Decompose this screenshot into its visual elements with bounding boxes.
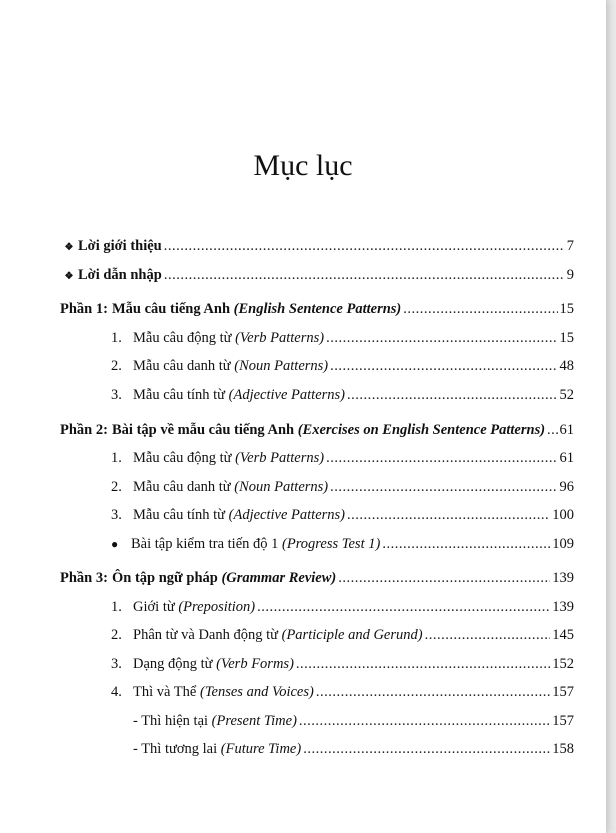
page-title: Mục lục <box>253 149 353 182</box>
dot-leader <box>347 506 550 524</box>
toc-page-number: 61 <box>559 450 574 466</box>
item-number: 2. <box>111 479 122 495</box>
toc-entry[interactable] <box>111 449 574 467</box>
toc-page-number: 15 <box>559 330 574 346</box>
dot-leader <box>299 712 550 730</box>
toc-page-number: 61 <box>559 422 574 438</box>
toc-page-number: 109 <box>552 536 574 552</box>
part-label: Phần 2: <box>60 422 108 438</box>
toc-entry-introduction[interactable] <box>60 237 574 255</box>
item-number: 1. <box>111 450 122 466</box>
toc-page-number: 157 <box>552 713 574 729</box>
item-number: 4. <box>111 684 122 700</box>
item-number: 1. <box>111 599 122 615</box>
part-label: Phần 3: <box>60 570 108 586</box>
toc-entry-title: Lời dẫn nhập <box>78 267 162 283</box>
toc-entry-title: Mẫu câu động từ (Verb Patterns) <box>133 330 325 346</box>
item-number: 2. <box>111 627 122 643</box>
toc-entry[interactable] <box>111 357 574 375</box>
dot-leader <box>330 357 557 375</box>
toc-entry-title: Mẫu câu tính từ (Adjective Patterns) <box>133 507 346 523</box>
toc-page-number: 157 <box>552 684 574 700</box>
item-number: 3. <box>111 656 122 672</box>
toc-entry-progress-test[interactable] <box>111 535 574 553</box>
toc-page-number: 158 <box>552 741 574 757</box>
toc-entry-title: Mẫu câu danh từ (Noun Patterns) <box>133 358 329 374</box>
toc-entry[interactable] <box>111 478 574 496</box>
dot-leader <box>164 266 565 284</box>
diamond-bullet-icon: ❖ <box>64 271 74 282</box>
toc-part-3[interactable] <box>60 569 574 587</box>
toc-entry-title: Bài tập kiểm tra tiến độ 1 (Progress Test 1) <box>131 536 381 552</box>
toc-entry-title: Dạng động từ (Verb Forms) <box>133 656 294 672</box>
toc-entry-title: Giới từ (Preposition) <box>133 599 256 615</box>
item-number: 3. <box>111 507 122 523</box>
dot-leader <box>330 478 557 496</box>
dot-leader <box>425 626 551 644</box>
toc-entry[interactable] <box>111 683 574 701</box>
toc-page-number: 15 <box>559 301 574 317</box>
toc-entry-title: - Thì hiện tại (Present Time) <box>133 713 297 729</box>
toc-entry-title: Mẫu câu tính từ (Adjective Patterns) <box>133 387 346 403</box>
toc-page-number: 139 <box>552 599 574 615</box>
diamond-bullet-icon: ❖ <box>64 242 74 253</box>
part-label: Phần 1: <box>60 301 108 317</box>
toc-part-1[interactable] <box>60 300 574 318</box>
toc-page-number: 9 <box>566 267 574 283</box>
toc-entry[interactable] <box>111 329 574 347</box>
dot-leader <box>296 655 550 673</box>
item-number: 1. <box>111 330 122 346</box>
toc-page-number: 145 <box>552 627 574 643</box>
dot-leader <box>338 569 550 587</box>
toc-entry-title: Thì và Thể (Tenses and Voices) <box>133 684 314 700</box>
dot-leader <box>326 329 557 347</box>
toc-entry-title: Mẫu câu tiếng Anh (English Sentence Patterns) <box>112 301 402 317</box>
dot-leader <box>403 300 557 318</box>
toc-subentry[interactable] <box>133 712 574 730</box>
toc-subentry[interactable] <box>133 740 574 758</box>
item-number: 3. <box>111 387 122 403</box>
toc-entry[interactable] <box>111 626 574 644</box>
toc-page-number: 139 <box>552 570 574 586</box>
dot-leader <box>382 535 550 553</box>
toc-entry[interactable] <box>111 506 574 524</box>
dot-leader <box>547 421 557 439</box>
toc-page-number: 52 <box>559 387 574 403</box>
toc-page-number: 48 <box>559 358 574 374</box>
dot-leader <box>316 683 550 701</box>
dot-leader <box>257 598 550 616</box>
toc-entry-title: Lời giới thiệu <box>78 238 162 254</box>
toc-page-number: 152 <box>552 656 574 672</box>
toc-entry-title: - Thì tương lai (Future Time) <box>133 741 302 757</box>
toc-page-number: 100 <box>552 507 574 523</box>
toc-entry-title: Bài tập về mẫu câu tiếng Anh (Exercises on English Sentence Patterns) <box>112 422 546 438</box>
toc-entry-title: Ôn tập ngữ pháp (Grammar Review) <box>112 570 337 586</box>
dot-leader <box>347 386 557 404</box>
dot-leader <box>326 449 557 467</box>
dot-leader <box>303 740 550 758</box>
toc-part-2[interactable] <box>60 421 574 439</box>
toc-entry-title: Mẫu câu danh từ (Noun Patterns) <box>133 479 329 495</box>
dot-leader <box>164 237 565 255</box>
toc-page-number: 7 <box>566 238 574 254</box>
toc-entry-preface[interactable] <box>60 266 574 284</box>
toc-page-number: 96 <box>559 479 574 495</box>
toc-entry-title: Phân từ và Danh động từ (Participle and Gerund) <box>133 627 423 643</box>
toc-entry-title: Mẫu câu động từ (Verb Patterns) <box>133 450 325 466</box>
item-number: 2. <box>111 358 122 374</box>
toc-entry[interactable] <box>111 386 574 404</box>
toc-entry[interactable] <box>111 655 574 673</box>
bullet-icon: ● <box>111 537 119 551</box>
toc-entry[interactable] <box>111 598 574 616</box>
